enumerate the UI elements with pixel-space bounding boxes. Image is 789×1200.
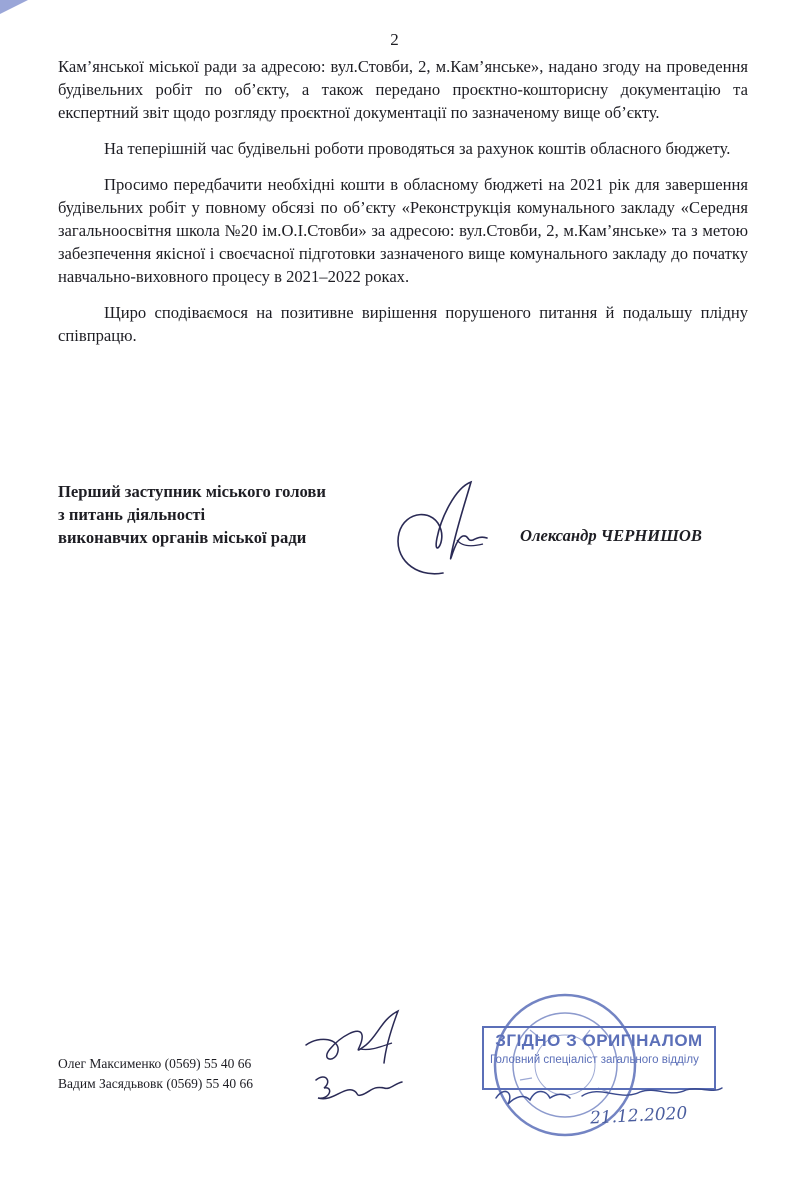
signer-title-line: Перший заступник міського голови bbox=[58, 482, 326, 501]
signer-name: Олександр ЧЕРНИШОВ bbox=[520, 526, 702, 545]
handwritten-signature bbox=[385, 478, 495, 588]
scan-corner-mark bbox=[0, 0, 40, 22]
contact-line: Олег Максименко (0569) 55 40 66 bbox=[58, 1056, 252, 1071]
paragraph-continuation: Кам’янської міської ради за адресою: вул.Стовби, 2, м.Кам’янське», надано згоду на проведення будівельних робіт по об’єкту, а також передано проєктно-кошторисну документацію та експертний звіт щодо розгляду проєктної документації по зазначеному вище об’єкту. bbox=[58, 57, 748, 122]
signer-title-line: з питань діяльності bbox=[58, 505, 206, 524]
contact-signature-2 bbox=[312, 1068, 407, 1108]
signer-title bbox=[58, 480, 326, 549]
stamp-heading: ЗГІДНО З ОРИГІНАЛОМ bbox=[495, 1031, 703, 1050]
stamp-date: 21.12.2020 bbox=[589, 1103, 688, 1129]
paragraph-funding-request: Просимо передбачити необхідні кошти в обласному бюджеті на 2021 рік для завершення будівельних робіт у повному обсязі по об’єкту «Реконструкція комунального закладу «Середня загальноосвітня школа №20 ім.О.І.Стовби» за адресою: вул.Стовби, 2, м.Кам’янське» та з метою забезпечення якісної і своєчасної підготовки зазначеного вище комунального закладу до початку навчально-виховного процесу в 2021–2022 роках. bbox=[58, 175, 748, 286]
page-number: 2 bbox=[390, 30, 399, 49]
signer-title-line: виконавчих органів міської ради bbox=[58, 528, 307, 547]
stamp-position-line: Головний спеціаліст загального відділу bbox=[490, 1054, 699, 1066]
contact-signature-1 bbox=[300, 1005, 420, 1075]
contact-line: Вадим Засядьвовк (0569) 55 40 66 bbox=[58, 1076, 253, 1091]
executor-contacts bbox=[58, 1054, 253, 1094]
letter-body bbox=[58, 55, 748, 360]
paragraph-closing: Щиро сподіваємося на позитивне вирішення порушеного питання й подальшу плідну співпрацю. bbox=[58, 303, 748, 345]
paragraph-construction-status: На теперішній час будівельні роботи проводяться за рахунок коштів обласного бюджету. bbox=[104, 139, 731, 158]
